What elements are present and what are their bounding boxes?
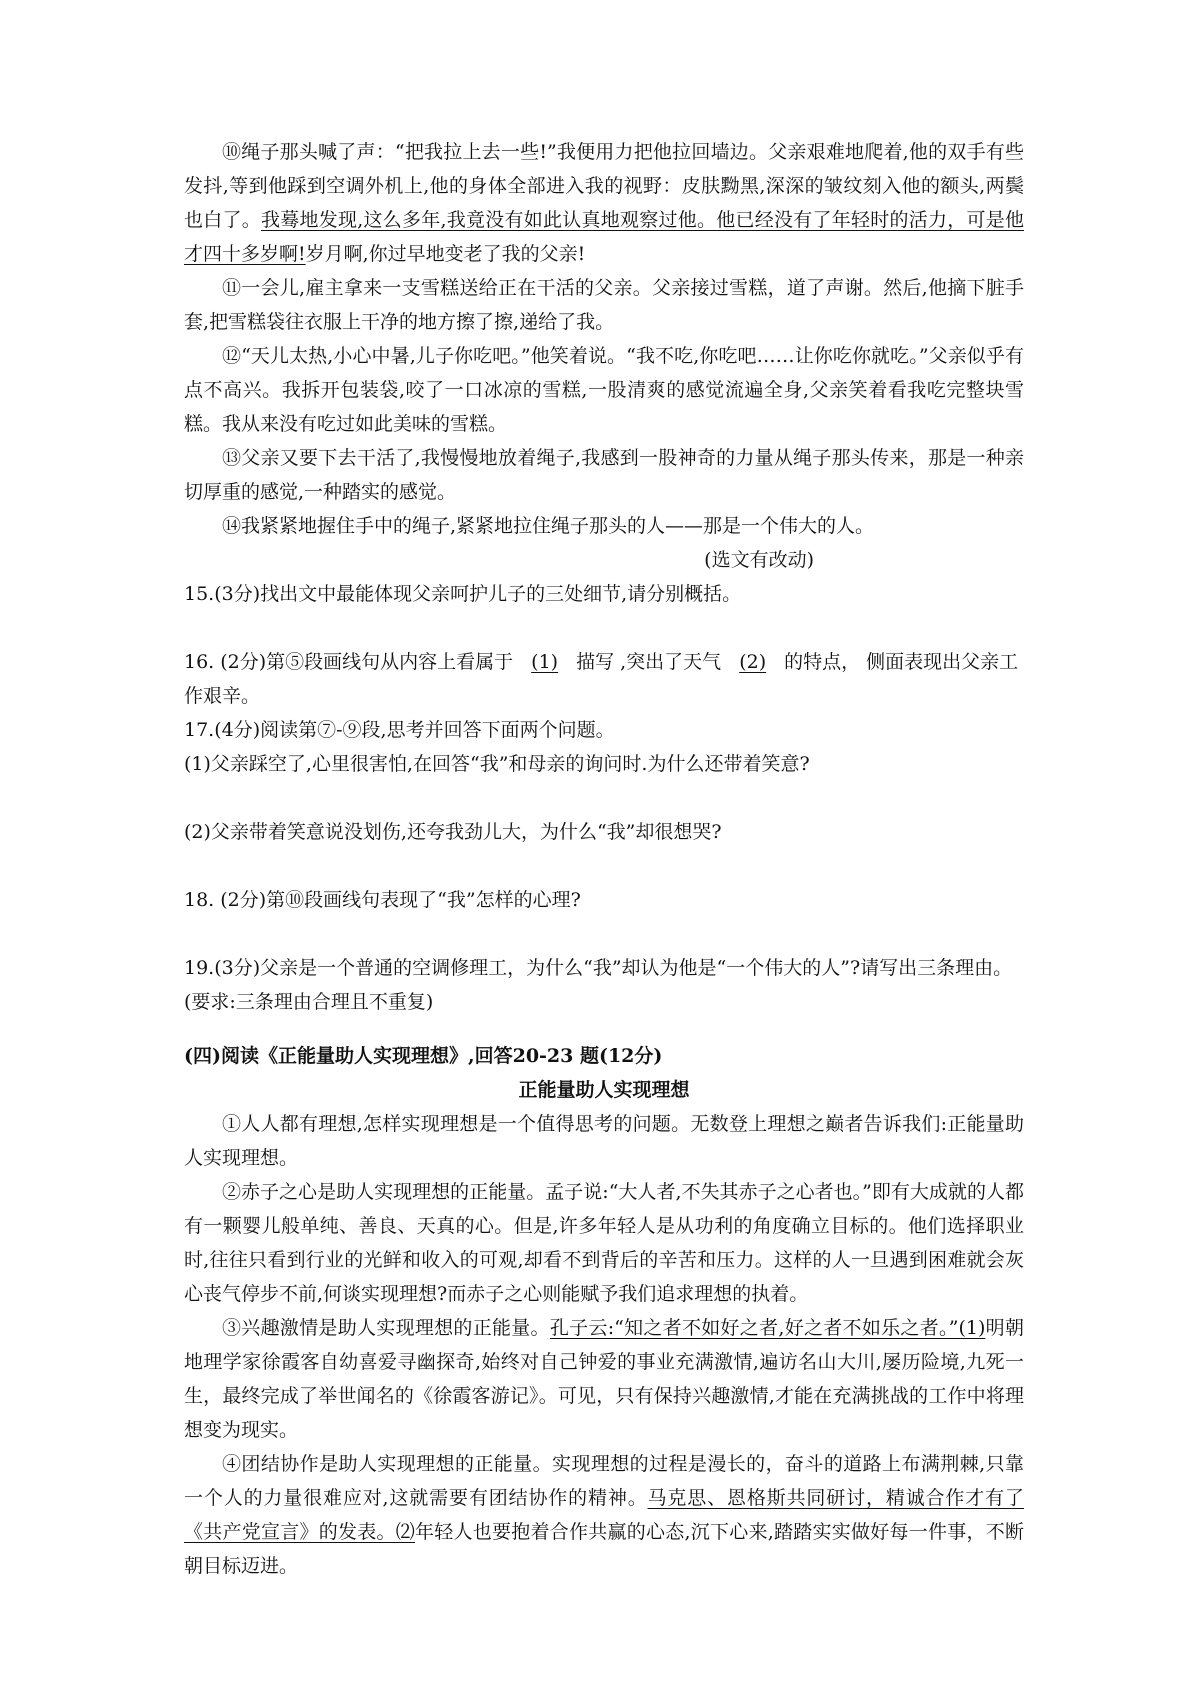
underlined-sentence: 马克思、恩格斯共同研讨，精诚合作才有了《共产党宣言》的发表。⑵: [184, 1487, 1024, 1543]
question-text: 描写 ,突出了天气: [576, 651, 722, 673]
underlined-sentence: 孔子云:“知之者不如好之者,好之者不如乐之者。”(1): [549, 1317, 986, 1339]
answer-blank-1[interactable]: (1): [531, 651, 559, 673]
paragraph-text: ④团结协作是助人实现理想的正能量。实现理想的过程是漫长的，奋斗的道路上布满荆棘,只靠一个人的力量很难应对,这就需要有团结协作的精神。: [184, 1453, 1024, 1509]
question-17-part-1: (1)父亲踩空了,心里很害怕,在回答“我”和母亲的询问时.为什么还带着笑意?: [184, 753, 810, 775]
underlined-sentence: 我蓦地发现,这么多年,我竟没有如此认真地观察过他。他已经没有了年轻时的活力，可是他才四十多岁啊!: [184, 209, 1024, 265]
question-text: 16. (2分)第⑤段画线句从内容上看属于: [184, 651, 514, 673]
paragraph-text: ③兴趣激情是助人实现理想的正能量。: [222, 1317, 550, 1339]
question-17: 17.(4分)阅读第⑦-⑨段,思考并回答下面两个问题。: [184, 719, 615, 741]
answer-blank-2[interactable]: (2): [739, 651, 767, 673]
answer-space: [184, 611, 1024, 645]
story-paragraph-13: ⑬父亲又要下去干活了,我慢慢地放着绳子,我感到一股神奇的力量从绳子那头传来，那是一种亲切厚重的感觉,一种踏实的感觉。: [184, 447, 1024, 503]
source-note: (选文有改动): [704, 549, 814, 571]
question-18: 18. (2分)第⑩段画线句表现了“我”怎样的心理?: [184, 889, 581, 911]
question-15: 15.(3分)找出文中最能体现父亲呵护儿子的三处细节,请分别概括。: [184, 583, 742, 605]
paragraph-text: 明朝地理学家徐霞客自幼喜爱寻幽探奇,始终对自己钟爱的事业充满激情,遍访名山大川,屡历险境,九死一生，最终完成了举世闻名的《徐霞客游记》。可见，只有保持兴趣激情,才能在充满挑战的工作中将理想变为现实。: [184, 1317, 1024, 1441]
question-17-part-2: (2)父亲带着笑意说没划伤,还夸我劲儿大，为什么“我”却很想哭?: [184, 821, 722, 843]
article-paragraph-3: [184, 1311, 1024, 1447]
story-paragraph-14: ⑭我紧紧地握住手中的绳子,紧紧地拉住绳子那头的人——那是一个伟大的人。: [222, 515, 875, 537]
article-paragraph-4: [184, 1447, 1024, 1583]
question-19: 19.(3分)父亲是一个普通的空调修理工，为什么“我”却认为他是“一个伟大的人”?请写出三条理由。(要求:三条理由合理且不重复): [184, 957, 1013, 1013]
question-16: [184, 645, 1024, 713]
article-paragraph-1: ①人人都有理想,怎样实现理想是一个值得思考的问题。无数登上理想之巅者告诉我们:正能量助人实现理想。: [184, 1113, 1024, 1169]
section-heading: (四)阅读《正能量助人实现理想》,回答20-23 题(12分): [184, 1045, 663, 1067]
paragraph-text: ⑩绳子那头喊了声：“把我拉上去一些!”我便用力把他拉回墙边。父亲艰难地爬着,他的双手有些发抖,等到他踩到空调外机上,他的身体全部进入我的视野：皮肤黝黑,深深的皱纹刻入他的额头,两鬓也白了。: [184, 141, 1024, 231]
story-paragraph-10: [184, 135, 1024, 271]
story-paragraph-11: ⑪一会儿,雇主拿来一支雪糕送给正在干活的父亲。父亲接过雪糕，道了声谢。然后,他摘下脏手套,把雪糕袋往衣服上干净的地方擦了擦,递给了我。: [184, 277, 1024, 333]
answer-space: [184, 1019, 1024, 1039]
paragraph-text: 岁月啊,你过早地变老了我的父亲!: [305, 243, 586, 265]
paragraph-text: 年轻人也要抱着合作共赢的心态,沉下心来,踏踏实实做好每一件事，不断朝目标迈进。: [184, 1521, 1024, 1577]
answer-space: [184, 849, 1024, 883]
answer-space: [184, 917, 1024, 951]
document-body: [184, 135, 1024, 1583]
question-text: 的特点， 侧面表现出父亲工作艰辛。: [184, 651, 1019, 707]
answer-space: [184, 781, 1024, 815]
article-title: 正能量助人实现理想: [518, 1079, 690, 1101]
story-paragraph-12: ⑫“天儿太热,小心中暑,儿子你吃吧。”他笑着说。“我不吃,你吃吧……让你吃你就吃。”父亲似乎有点不高兴。我拆开包装袋,咬了一口冰凉的雪糕,一股清爽的感觉流遍全身,父亲笑着看我吃完整块雪糕。我从来没有吃过如此美味的雪糕。: [184, 345, 1024, 435]
article-paragraph-2: ②赤子之心是助人实现理想的正能量。孟子说:“大人者,不失其赤子之心者也。”即有大成就的人都有一颗婴儿般单纯、善良、天真的心。但是,许多年轻人是从功利的角度确立目标的。他们选择职业时,往往只看到行业的光鲜和收入的可观,却看不到背后的辛苦和压力。这样的人一旦遇到困难就会灰心丧气停步不前,何谈实现理想?而赤子之心则能赋予我们追求理想的执着。: [184, 1181, 1024, 1305]
